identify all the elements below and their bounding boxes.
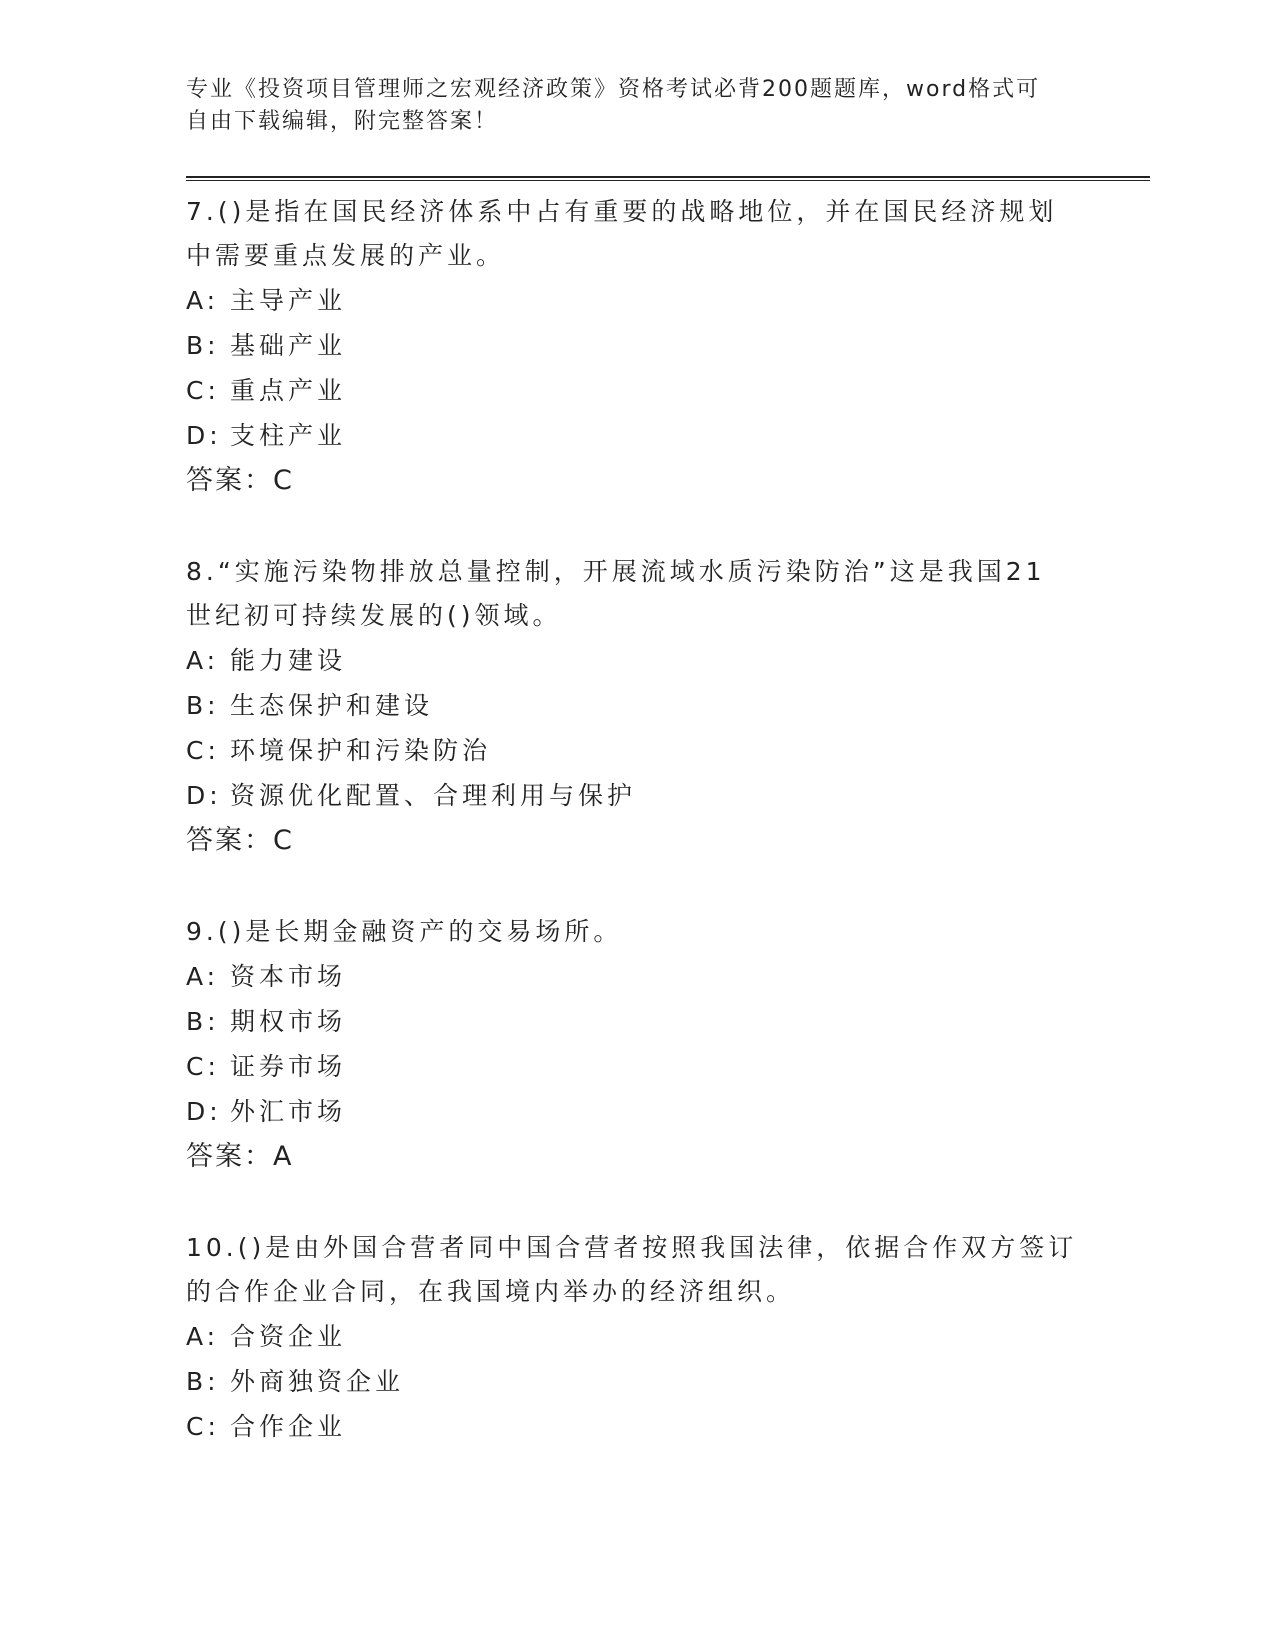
option-letter: B: xyxy=(186,1007,220,1036)
option-d xyxy=(186,773,1086,818)
option-a xyxy=(186,954,1086,999)
question-7 xyxy=(186,190,1086,504)
option-letter: B: xyxy=(186,1367,220,1396)
option-b xyxy=(186,683,1086,728)
option-letter: C: xyxy=(186,376,220,405)
question-stem: 世纪初可持续发展的()领域。 xyxy=(186,601,562,630)
answer-line: 答案：A xyxy=(186,1141,294,1172)
option-b xyxy=(186,1359,1086,1404)
option-c xyxy=(186,1404,1086,1449)
option-letter: C: xyxy=(186,1052,220,1081)
option-letter: C: xyxy=(186,1412,220,1441)
answer-line: 答案：C xyxy=(186,465,294,496)
header-line: 专业《投资项目管理师之宏观经济政策》资格考试必背200题题库，word格式可 xyxy=(186,77,1041,102)
option-text: 基础产业 xyxy=(230,331,347,360)
option-a xyxy=(186,278,1086,323)
question-stem: 中需要重点发展的产业。 xyxy=(186,241,506,270)
option-text: 主导产业 xyxy=(230,286,347,315)
option-c xyxy=(186,1044,1086,1089)
option-text: 环境保护和污染防治 xyxy=(230,736,492,765)
option-letter: D: xyxy=(186,1097,222,1126)
option-d xyxy=(186,413,1086,458)
option-letter: A: xyxy=(186,1322,220,1351)
option-a xyxy=(186,638,1086,683)
option-letter: A: xyxy=(186,286,220,315)
option-text: 期权市场 xyxy=(230,1007,347,1036)
option-d xyxy=(186,1089,1086,1134)
option-c xyxy=(186,368,1086,413)
option-text: 资本市场 xyxy=(230,962,347,991)
option-letter: D: xyxy=(186,421,222,450)
question-stem: 9.()是长期金融资产的交易场所。 xyxy=(186,917,623,946)
question-stem: 的合作企业合同，在我国境内举办的经济组织。 xyxy=(186,1277,796,1306)
answer-line: 答案：C xyxy=(186,825,294,856)
option-a xyxy=(186,1314,1086,1359)
option-letter: B: xyxy=(186,691,220,720)
question-8 xyxy=(186,550,1086,864)
document-header xyxy=(186,74,1066,138)
question-9 xyxy=(186,910,1086,1180)
option-b xyxy=(186,999,1086,1044)
question-stem: 10.()是由外国合营者同中国合营者按照我国法律，依据合作双方签订 xyxy=(186,1233,1078,1262)
option-letter: D: xyxy=(186,781,222,810)
option-letter: A: xyxy=(186,646,220,675)
question-10 xyxy=(186,1226,1086,1449)
option-text: 生态保护和建设 xyxy=(230,691,434,720)
option-text: 能力建设 xyxy=(230,646,347,675)
option-text: 重点产业 xyxy=(230,376,347,405)
option-text: 外汇市场 xyxy=(230,1097,347,1126)
option-letter: B: xyxy=(186,331,220,360)
question-list xyxy=(186,190,1086,1495)
option-text: 外商独资企业 xyxy=(230,1367,405,1396)
option-text: 支柱产业 xyxy=(230,421,347,450)
option-c xyxy=(186,728,1086,773)
option-text: 资源优化配置、合理利用与保护 xyxy=(230,781,637,810)
option-letter: C: xyxy=(186,736,220,765)
option-text: 合资企业 xyxy=(230,1322,347,1351)
option-text: 合作企业 xyxy=(230,1412,347,1441)
header-line: 自由下载编辑，附完整答案！ xyxy=(186,109,499,134)
option-text: 证券市场 xyxy=(230,1052,347,1081)
question-stem: 8.“实施污染物排放总量控制，开展流域水质污染防治”这是我国21 xyxy=(186,557,1046,586)
option-letter: A: xyxy=(186,962,220,991)
header-divider xyxy=(186,176,1150,181)
option-b xyxy=(186,323,1086,368)
question-stem: 7.()是指在国民经济体系中占有重要的战略地位，并在国民经济规划 xyxy=(186,197,1058,226)
